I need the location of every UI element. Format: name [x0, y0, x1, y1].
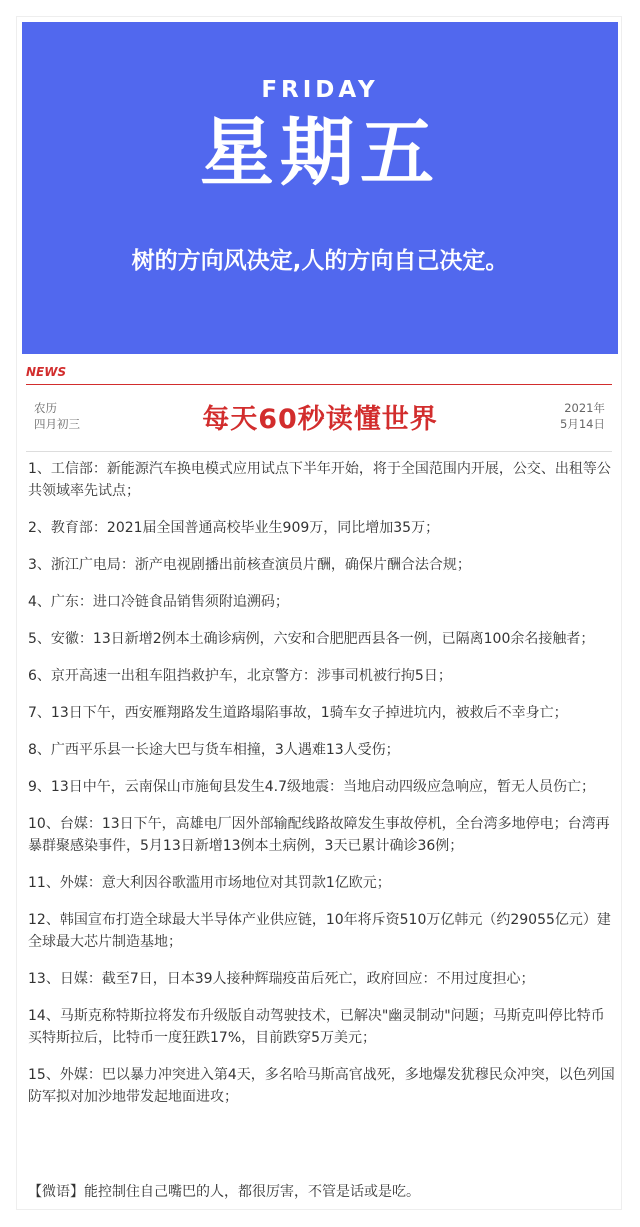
news-item-14: 14、马斯克称特斯拉将发布升级版自动驾驶技术，已解决"幽灵制动"问题；马斯克叫停比特币买特斯拉后，比特币一度狂跌17%，目前跌穿5万美元； [28, 1008, 605, 1046]
lunar-date: 四月初三 [34, 417, 80, 431]
news-item-15: 15、外媒：巴以暴力冲突进入第4天，多名哈马斯高官战死，多地爆发犹穆民众冲突，以色列国防军拟对加沙地带发起地面进攻； [28, 1067, 615, 1105]
date-month-day: 5月14日 [560, 417, 605, 431]
banner-day-en: FRIDAY [261, 77, 379, 103]
lunar-label: 农历 [34, 401, 57, 415]
news-item-5: 5、安徽：13日新增2例本土确诊病例，六安和合肥肥西县各一例，已隔离100余名接触者； [28, 631, 595, 647]
friday-banner [22, 22, 618, 354]
news-item-8: 8、广西平乐县一长途大巴与货车相撞，3人遇难13人受伤； [28, 742, 400, 758]
news-item-2: 2、教育部：2021届全国普通高校毕业生909万，同比增加35万； [28, 520, 440, 536]
news-item-3: 3、浙江广电局：浙产电视剧播出前核查演员片酬，确保片酬合法合规； [28, 557, 471, 573]
news-item-1: 1、工信部：新能源汽车换电模式应用试点下半年开始，将于全国范围内开展，公交、出租等公共领域率先试点； [28, 461, 611, 499]
news-item-6: 6、京开高速一出租车阻挡救护车，北京警方：涉事司机被行拘5日； [28, 668, 452, 684]
news-item-4: 4、广东：进口冷链食品销售须附追溯码； [28, 594, 289, 610]
gray-divider [26, 451, 612, 452]
date-year: 2021年 [564, 401, 605, 415]
red-divider [26, 384, 612, 385]
news-item-7: 7、13日下午，西安雁翔路发生道路塌陷事故，1骑车女子掉进坑内，被救后不幸身亡； [28, 705, 568, 721]
news-tag: NEWS [26, 365, 67, 379]
news-item-13: 13、日媒：截至7日，日本39人接种辉瑞疫苗后死亡，政府回应：不用过度担心； [28, 971, 535, 987]
news-item-10: 10、台媒：13日下午，高雄电厂因外部输配线路故障发生事故停机，全台湾多地停电；台湾再暴群聚感染事件，5月13日新增13例本土病例，3天已累计确诊36例； [28, 816, 610, 854]
banner-day-cn: 星期五 [200, 110, 440, 196]
daily-quote: 【微语】能控制住自己嘴巴的人，都很厉害，不管是话或是吃。 [28, 1184, 420, 1200]
news-item-12: 12、韩国宣布打造全球最大半导体产业供应链，10年将斥资510万亿韩元（约29055亿元）建全球最大芯片制造基地； [28, 912, 611, 950]
gregorian-date-block [560, 400, 605, 432]
page-title: 每天60秒读懂世界 [202, 404, 438, 435]
news-item-11: 11、外媒：意大利因谷歌滥用市场地位对其罚款1亿欧元； [28, 875, 391, 891]
banner-quote: 树的方向风决定,人的方向自己决定。 [131, 248, 509, 274]
news-item-9: 9、13日中午，云南保山市施甸县发生4.7级地震：当地启动四级应急响应，暂无人员伤亡； [28, 779, 595, 795]
news-list [28, 458, 616, 1123]
